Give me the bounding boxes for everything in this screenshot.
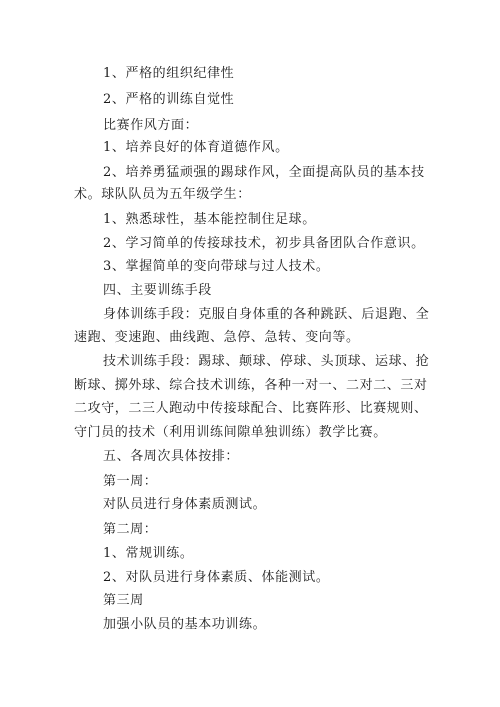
text-line: 2、对队员进行身体素质、体能测试。	[103, 570, 330, 585]
week-heading: 第一周：	[103, 474, 158, 489]
text-line: 术。球队队员为五年级学生：	[74, 187, 251, 202]
text-line: 2、学习简单的传接球技术，初步具备团队合作意识。	[103, 236, 425, 251]
text-line: 断球、掷外球、综合技术训练，各种一对一、二对二、三对	[74, 378, 428, 393]
text-line: 1、培养良好的体育道德作风。	[103, 140, 289, 155]
text-line: 对队员进行身体素质测试。	[103, 497, 267, 512]
section-heading: 四、主要训练手段	[103, 283, 212, 298]
week-heading: 第二周：	[103, 522, 158, 537]
text-line: 2、严格的训练自觉性	[103, 92, 235, 107]
text-line: 守门员的技术（利用训练间隙单独训练）教学比赛。	[74, 425, 387, 440]
text-line: 1、严格的组织纪律性	[103, 66, 235, 81]
section-heading: 五、各周次具体按排：	[103, 449, 240, 464]
text-line: 3、掌握简单的变向带球与过人技术。	[103, 259, 330, 274]
text-line: 速跑、变速跑、曲线跑、急停、急转、变向等。	[74, 330, 360, 345]
text-line: 身体训练手段：克服自身体重的各种跳跃、后退跑、全	[103, 307, 430, 322]
text-line: 二攻守，二三人跑动中传接球配合、比赛阵形、比赛规则、	[74, 401, 428, 416]
text-line: 技术训练手段：踢球、颠球、停球、头顶球、运球、抢	[103, 354, 430, 369]
text-line: 2、培养勇猛顽强的踢球作风，全面提高队员的基本技	[103, 165, 425, 180]
section-heading: 比赛作风方面：	[103, 118, 199, 133]
text-line: 1、常规训练。	[103, 546, 194, 561]
text-line: 1、熟悉球性，基本能控制住足球。	[103, 212, 316, 227]
text-line: 加强小队员的基本功训练。	[103, 617, 267, 632]
week-heading: 第三周	[103, 593, 144, 608]
